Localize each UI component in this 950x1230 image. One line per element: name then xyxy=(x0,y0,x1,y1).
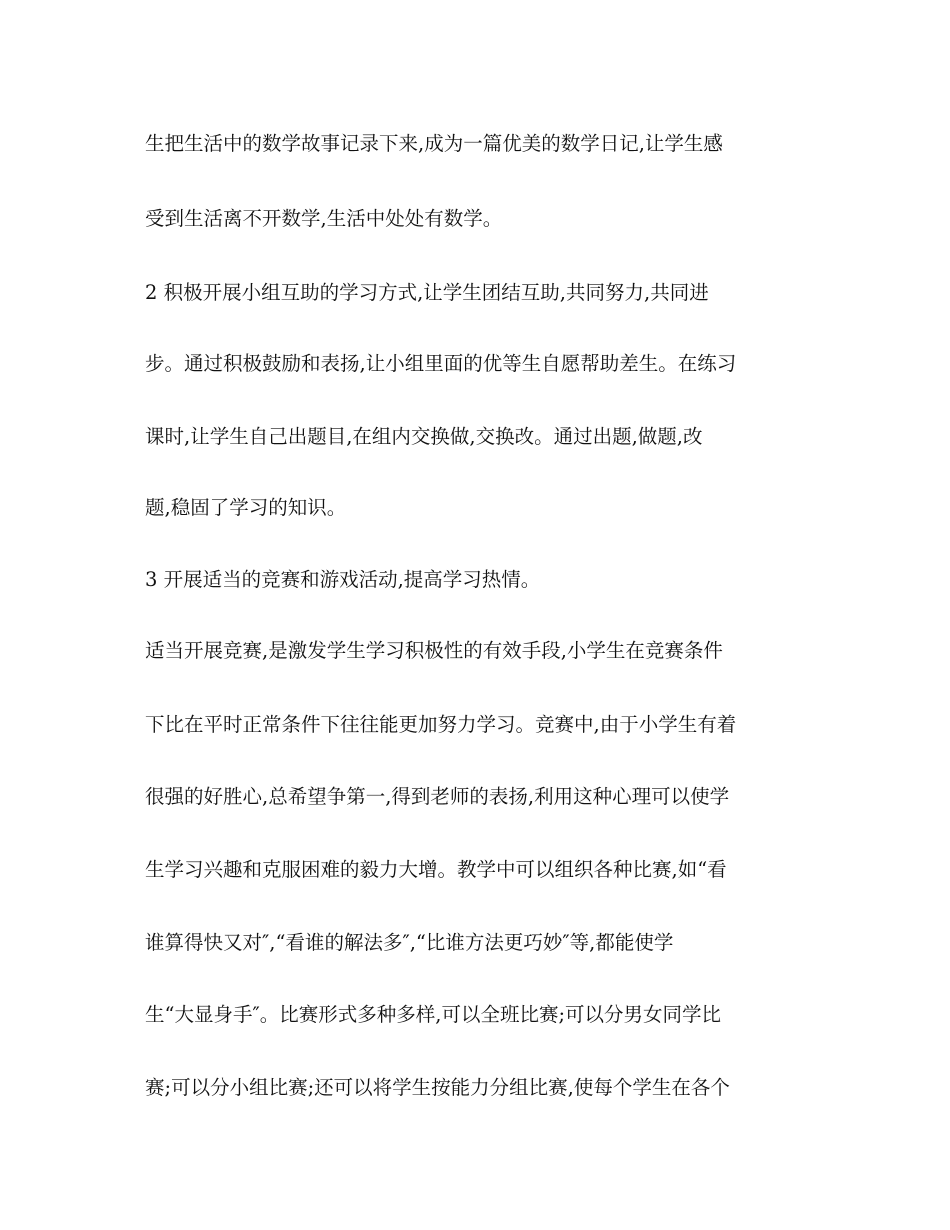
paragraph-line: 课时,让学生自己出题目,在组内交换做,交换改。通过出题,做题,改 xyxy=(145,425,703,448)
paragraph-line: 很强的好胜心,总希望争第一,得到老师的表扬,利用这种心理可以使学 xyxy=(145,785,730,808)
paragraph-line: 2 积极开展小组互助的学习方式,让学生团结互助,共同努力,共同进 xyxy=(145,281,709,304)
paragraph-line: 生“大显身手″。比赛形式多种多样,可以全班比赛;可以分男女同学比 xyxy=(145,1003,722,1026)
paragraph-line: 下比在平时正常条件下往往能更加努力学习。竞赛中,由于小学生有着 xyxy=(145,713,737,736)
paragraph-line: 受到生活离不开数学,生活中处处有数学。 xyxy=(145,207,503,230)
paragraph-line: 题,稳固了学习的知识。 xyxy=(145,496,347,519)
paragraph-line: 3 开展适当的竞赛和游戏活动,提高学习热情。 xyxy=(145,568,541,591)
paragraph-line: 生把生活中的数学故事记录下来,成为一篇优美的数学日记,让学生感 xyxy=(145,132,723,155)
paragraph-line: 生学习兴趣和克服困难的毅力大增。教学中可以组织各种比赛,如“看 xyxy=(145,858,727,881)
paragraph-line: 步。通过积极鼓励和表扬,让小组里面的优等生自愿帮助差生。在练习 xyxy=(145,352,737,375)
paragraph-line: 赛;可以分小组比赛;还可以将学生按能力分组比赛,使每个学生在各个 xyxy=(145,1076,730,1099)
paragraph-line: 谁算得快又对″,“看谁的解法多″,“比谁方法更巧妙″等,都能使学 xyxy=(145,931,674,954)
paragraph-line: 适当开展竞赛,是激发学生学习积极性的有效手段,小学生在竞赛条件 xyxy=(145,639,723,662)
